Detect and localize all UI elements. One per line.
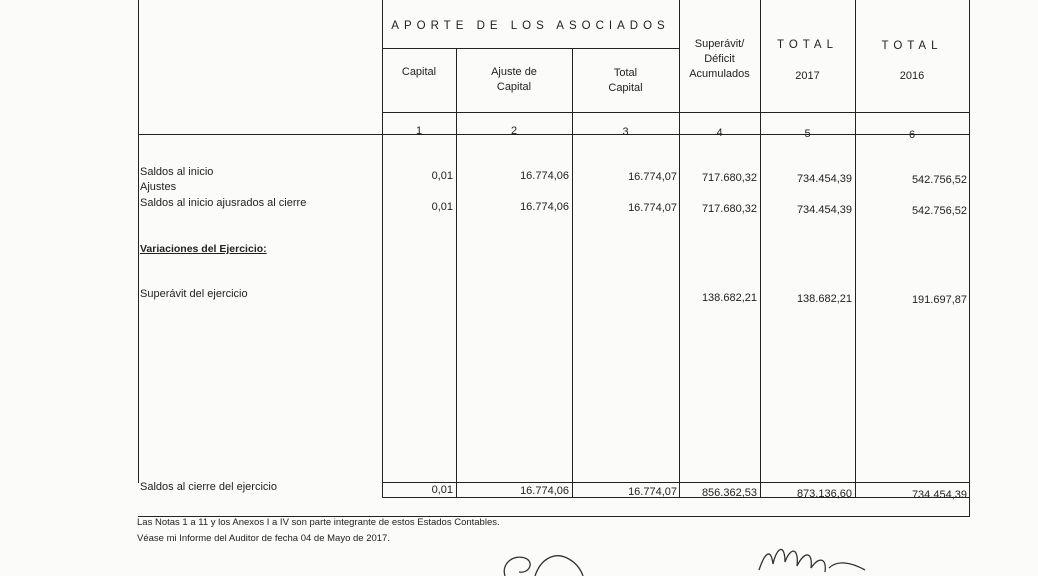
cell-value: 16.774,07 [628,486,677,498]
col-number: 6 [908,129,916,141]
year-2016: 2016 [899,70,925,82]
row-label-variaciones: Variaciones del Ejercicio: [140,243,267,255]
superavit-header-line3: Acumulados [689,68,750,80]
ajuste-header-line1: Ajuste de [491,66,537,78]
signature-right-icon [755,540,875,576]
ajuste-header-line2: Capital [496,81,532,93]
cell-value: 0,01 [431,201,453,213]
cell-value: 734.454,39 [911,489,967,501]
cell-value: 717.680,32 [701,172,757,184]
row-label-superavit: Superávit del ejercicio [140,288,248,300]
footer-note-2: Véase mi Informe del Auditor de fecha 04 de Mayo de 2017. [137,533,390,544]
footer-note-1: Las Notas 1 a 11 y los Anexos I a IV son parte integrante de estos Estados Contables. [137,517,500,528]
cell-value: 542.756,52 [911,205,967,217]
aporte-header: APORTE DE LOS ASOCIADOS [391,20,670,32]
total-capital-header-line2: Capital [608,82,643,94]
row-label-saldos-cierre: Saldos al cierre del ejercicio [140,481,277,493]
col-number: 2 [510,125,518,137]
total-2016-header: TOTAL [881,40,943,52]
header-rule-main [382,112,970,113]
closing-row-top [382,482,970,483]
cell-value: 138.682,21 [701,292,757,304]
header-rule-aporte [382,48,679,49]
cell-value: 717.680,32 [701,203,757,215]
col-number: 3 [622,126,629,138]
cell-value: 191.697,87 [911,294,967,306]
year-2017: 2017 [795,70,820,82]
cell-value: 0,01 [431,484,453,496]
col-number: 1 [415,125,423,137]
total-2017-header: TOTAL [777,39,838,51]
cell-value: 16.774,06 [520,201,569,213]
cell-value: 16.774,06 [520,485,569,497]
cell-value: 16.774,06 [520,170,569,182]
cell-value: 542.756,52 [911,174,967,186]
table-border-left [138,0,139,483]
cell-value: 16.774,07 [628,171,677,183]
cell-value: 856.362,53 [701,487,757,499]
cell-value: 734.454,39 [796,204,852,216]
cell-value: 16.774,07 [628,202,677,214]
col-sep [572,48,573,497]
superavit-header-line1: Superávit/ [694,38,745,50]
table-border-right [969,0,970,516]
col-sep [456,48,457,497]
superavit-header-line2: Déficit [704,53,735,65]
col-number: 5 [804,128,811,140]
col-number: 4 [716,127,723,139]
signature-left-icon [495,548,595,576]
cell-value: 734.454,39 [796,173,852,185]
row-label-saldos-inicio: Saldos al inicio [140,166,214,178]
cell-value: 138.682,21 [796,293,852,305]
cell-value: 873.136,60 [796,488,852,500]
capital-header: Capital [401,66,437,78]
row-label-saldos-ajustados: Saldos al inicio ajusrados al cierre [140,197,307,209]
cell-value: 0,01 [431,170,453,182]
total-capital-header-line1: Total [613,67,638,79]
row-label-ajustes: Ajustes [140,181,177,193]
